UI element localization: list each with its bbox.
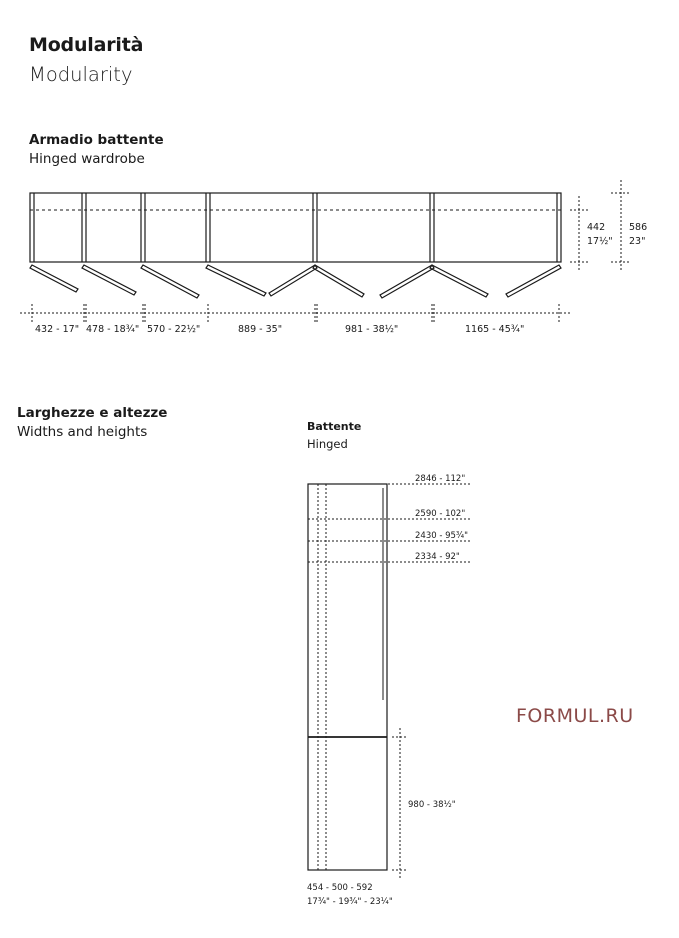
- wardrobe-heading: Armadio battente: [29, 132, 164, 148]
- hinged-elevation: [308, 484, 387, 870]
- depth-labels: [587, 222, 647, 247]
- door: [30, 265, 78, 292]
- height-label: 2846 - 112": [415, 474, 466, 484]
- width-label: 889 - 35": [238, 324, 283, 335]
- door: [506, 265, 561, 297]
- height-label: 2430 - 95¾": [415, 531, 469, 541]
- door: [82, 265, 136, 295]
- width-label: 478 - 18¾": [86, 324, 140, 335]
- height-label: 2590 - 102": [415, 509, 466, 519]
- width-label: 570 - 22½": [147, 324, 201, 335]
- depth-inner-mm: 442: [587, 222, 606, 233]
- width-label: 1165 - 45¾": [465, 324, 525, 335]
- hinged-subheading: Hinged: [307, 437, 348, 451]
- wardrobe-subheading: Hinged wardrobe: [29, 151, 145, 167]
- lower-height-label: 980 - 38½": [408, 800, 456, 810]
- depth-outer-mm: 586: [629, 222, 648, 233]
- unit-outline: [308, 484, 387, 870]
- depth-inner-in: 17½": [587, 236, 613, 247]
- hinged-heading: Battente: [307, 420, 362, 433]
- widths-in-label: 17¾" - 19¾" - 23¼": [307, 897, 393, 907]
- width-label: 981 - 38½": [345, 324, 399, 335]
- wardrobe-plan: [30, 193, 561, 298]
- door: [380, 265, 434, 298]
- width-label: 432 - 17": [35, 324, 80, 335]
- watermark: FORMUL.RU: [516, 705, 634, 727]
- depth-outer-in: 23": [629, 236, 646, 247]
- wardrobe-outline: [30, 193, 561, 262]
- door: [141, 265, 199, 298]
- sizes-subheading: Widths and heights: [17, 424, 148, 440]
- page-title: Modularità: [29, 34, 144, 56]
- height-label: 2334 - 92": [415, 552, 460, 562]
- page-subtitle: Modularity: [29, 63, 133, 86]
- width-labels: [35, 324, 524, 335]
- width-dimension: [20, 304, 572, 322]
- door: [269, 265, 317, 296]
- sizes-heading: Larghezze e altezze: [17, 405, 168, 421]
- door: [430, 265, 488, 297]
- widths-mm-label: 454 - 500 - 592: [307, 883, 373, 893]
- height-lines: [308, 484, 470, 878]
- door: [206, 265, 266, 296]
- door: [313, 265, 364, 297]
